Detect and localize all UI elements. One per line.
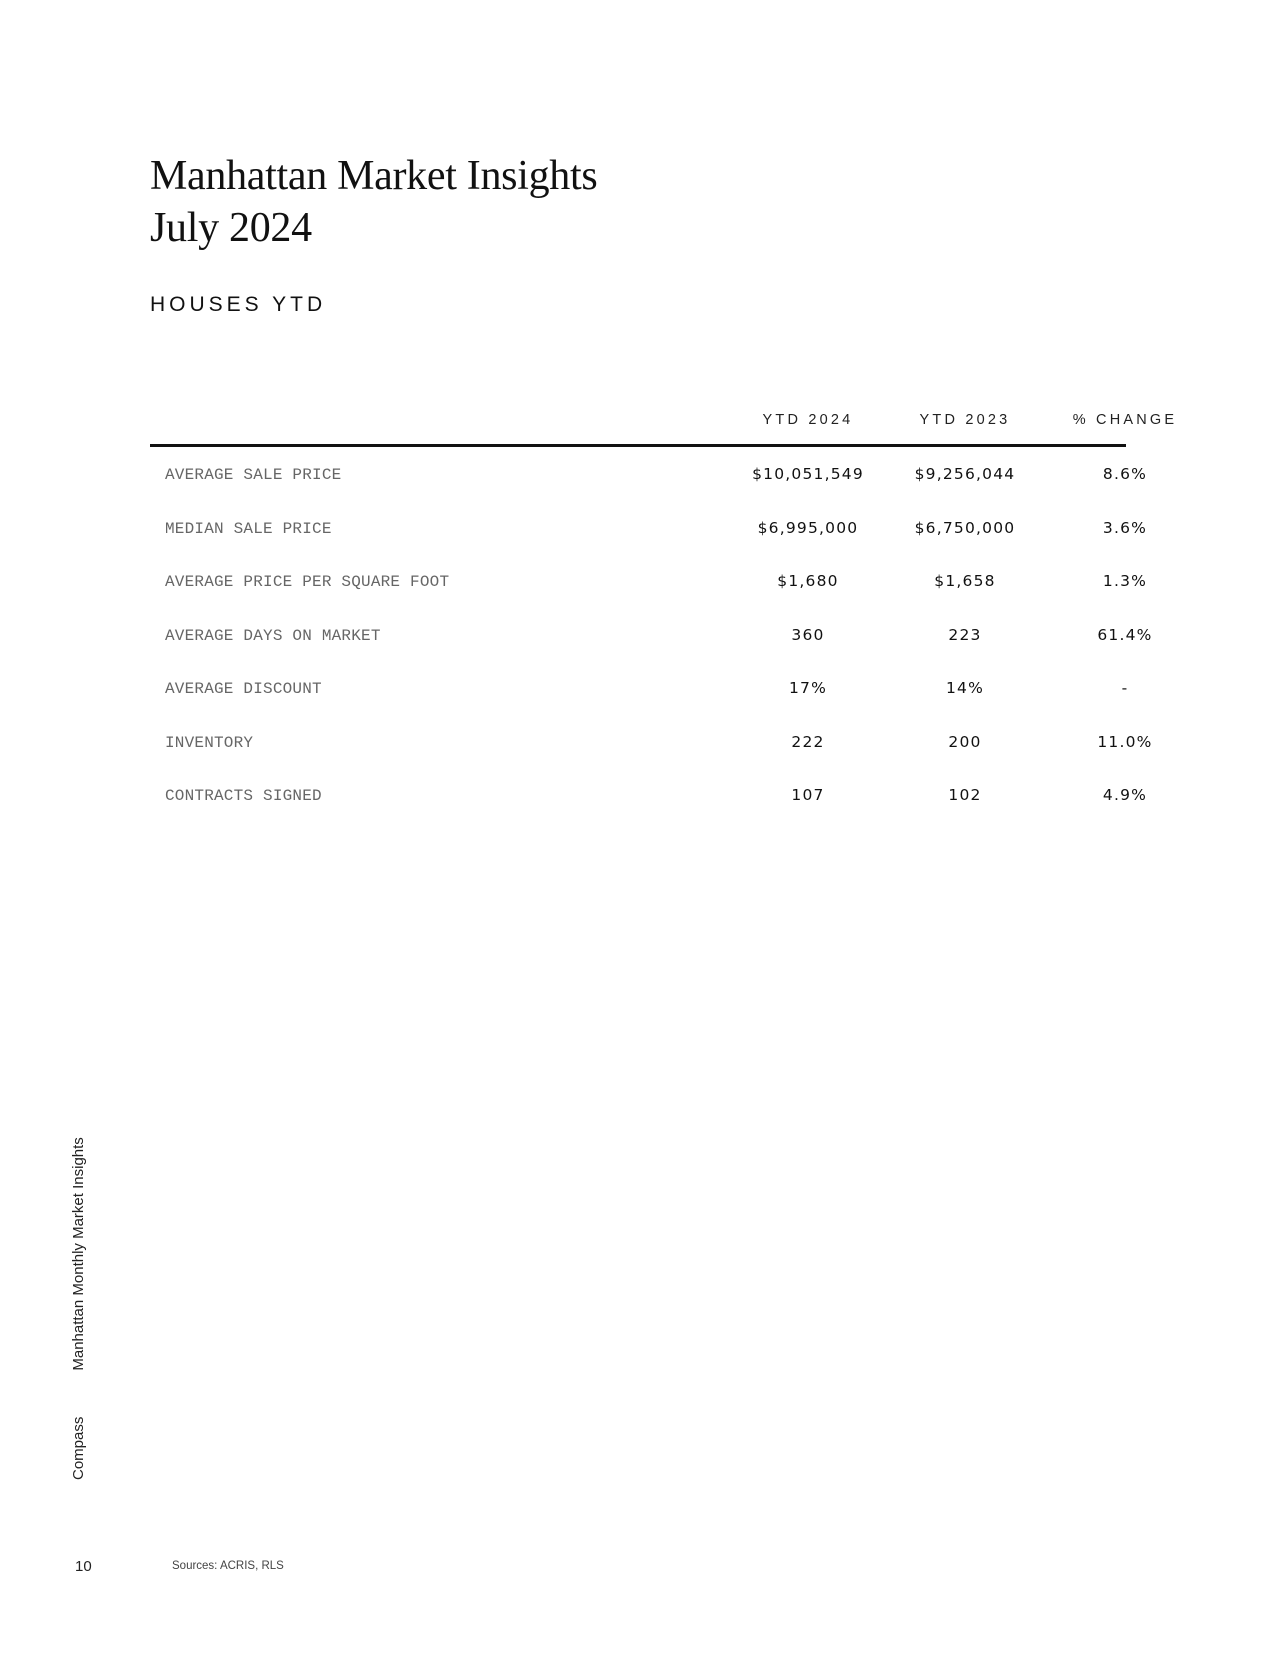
cell-ytd-2024: 360 — [791, 625, 825, 644]
page-number: 10 — [75, 1558, 92, 1575]
cell-ytd-2023: $9,256,044 — [914, 465, 1016, 483]
cell-ytd-2023: 223 — [948, 625, 982, 644]
title-line-2: July 2024 — [150, 205, 312, 251]
table-row — [150, 724, 1153, 778]
cell-ytd-2023: 102 — [948, 786, 982, 804]
brand-name: Compass — [70, 1416, 87, 1480]
cell-ytd-2024: 107 — [791, 786, 825, 804]
row-label: AVERAGE DISCOUNT — [165, 680, 322, 698]
table-header — [150, 410, 1178, 447]
section-label: HOUSES YTD — [150, 293, 327, 316]
row-label: INVENTORY — [165, 733, 254, 752]
cell-change: - — [1121, 679, 1129, 697]
header-percent-change: % CHANGE — [1072, 412, 1178, 428]
table-row — [150, 510, 1148, 564]
cell-ytd-2024: 17% — [788, 679, 828, 697]
cell-change: 61.4% — [1097, 625, 1153, 644]
cell-ytd-2023: 14% — [945, 679, 985, 697]
title-line-1: Manhattan Market Insights — [150, 153, 598, 199]
table-row — [150, 670, 1129, 724]
publication-name: Manhattan Monthly Market Insights — [70, 1137, 87, 1371]
cell-change: 1.3% — [1102, 572, 1148, 590]
cell-ytd-2023: $6,750,000 — [914, 518, 1016, 537]
houses-ytd-table — [150, 410, 1178, 831]
cell-ytd-2024: $1,680 — [777, 572, 839, 590]
vertical-sidebar-text — [70, 1137, 87, 1480]
cell-ytd-2023: $1,658 — [934, 572, 996, 590]
table-row — [150, 617, 1153, 671]
cell-change: 11.0% — [1097, 732, 1153, 751]
cell-change: 8.6% — [1102, 465, 1148, 483]
row-label: MEDIAN SALE PRICE — [165, 519, 332, 538]
row-label: CONTRACTS SIGNED — [165, 787, 322, 805]
row-label: AVERAGE SALE PRICE — [165, 466, 342, 484]
header-ytd-2024: YTD 2024 — [762, 412, 854, 428]
sources-note: Sources: ACRIS, RLS — [172, 1560, 284, 1572]
table-body — [150, 456, 1153, 831]
table-row — [150, 563, 1148, 617]
table-row — [150, 777, 1148, 831]
row-label: AVERAGE DAYS ON MARKET — [165, 626, 381, 645]
cell-ytd-2024: $6,995,000 — [757, 518, 859, 537]
cell-ytd-2024: $10,051,549 — [752, 465, 864, 483]
cell-change: 4.9% — [1102, 786, 1148, 804]
cell-ytd-2024: 222 — [791, 732, 825, 751]
row-label: AVERAGE PRICE PER SQUARE FOOT — [165, 573, 450, 591]
table-row — [150, 456, 1148, 510]
cell-ytd-2023: 200 — [948, 732, 982, 751]
cell-change: 3.6% — [1102, 518, 1148, 537]
header-ytd-2023: YTD 2023 — [919, 412, 1011, 428]
page-title — [150, 150, 597, 254]
